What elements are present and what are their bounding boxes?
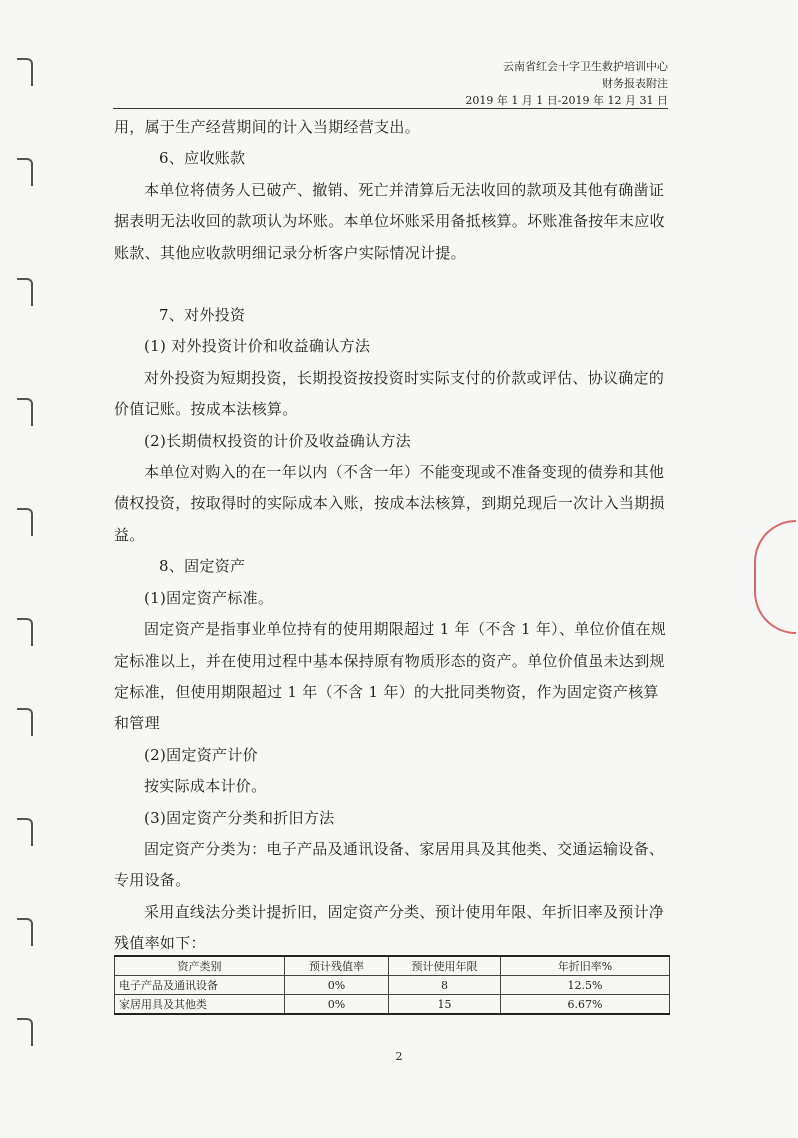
subsection-heading: (2)长期债权投资的计价及收益确认方法	[144, 431, 411, 450]
binding-hole-mark	[17, 1018, 33, 1046]
table-row	[115, 976, 670, 995]
subsection-heading: (1)固定资产标准。	[144, 588, 274, 607]
paragraph: 本单位对购入的在一年以内（不含一年）不能变现或不准备变现的债券和其他债权投资，按取得时的实际成本入账，按成本法核算，到期兑现后一次计入当期损益。	[114, 463, 665, 544]
table-cell: 8	[389, 976, 501, 995]
binding-hole-mark	[17, 58, 33, 86]
table-header-cell: 资产类别	[115, 956, 285, 976]
table-cell: 家居用具及其他类	[115, 995, 285, 1015]
table-header-row	[115, 956, 670, 976]
binding-hole-mark	[17, 278, 33, 306]
section-heading: 6、应收账款	[159, 149, 246, 168]
header-organization: 云南省红会十字卫生救护培训中心	[503, 60, 668, 73]
header-period: 2019 年 1 月 1 日-2019 年 12 月 31 日	[465, 94, 668, 107]
binding-hole-mark	[17, 158, 33, 186]
header-divider	[113, 108, 668, 109]
binding-hole-mark	[17, 918, 33, 946]
table-header-cell: 预计残值率	[285, 956, 389, 976]
page-header	[465, 58, 668, 109]
table-row	[115, 995, 670, 1015]
binding-hole-mark	[17, 618, 33, 646]
table-cell: 0%	[285, 995, 389, 1015]
paragraph: 按实际成本计价。	[144, 777, 267, 796]
table-header-cell: 年折旧率%	[501, 956, 670, 976]
table-header-cell: 预计使用年限	[389, 956, 501, 976]
binding-hole-mark	[17, 398, 33, 426]
table-cell: 6.67%	[501, 995, 670, 1015]
table-cell: 电子产品及通讯设备	[115, 976, 285, 995]
binding-hole-mark	[17, 708, 33, 736]
binding-hole-mark	[17, 508, 33, 536]
paragraph: 对外投资为短期投资，长期投资按投资时实际支付的价款或评估、协议确定的价值记账。按成本法核算。	[114, 368, 665, 419]
depreciation-table	[114, 955, 670, 1015]
paragraph: 本单位将债务人已破产、撤销、死亡并清算后无法收回的款项及其他有确凿证据表明无法收回的款项认为坏账。本单位坏账采用备抵核算。坏账准备按年末应收账款、其他应收款明细记录分析客户实际情况计提。	[114, 180, 665, 262]
paragraph: 固定资产是指事业单位持有的使用期限超过 1 年（不含 1 年）、单位价值在规定标准以上，并在使用过程中基本保持原有物质形态的资产。单位价值虽未达到规定标准，但使用期限超过 1 年（不含 1 年）的大批同类物资，作为固定资产核算和管理	[114, 620, 667, 733]
paragraph: 采用直线法分类计提折旧，固定资产分类、预计使用年限、年折旧率及预计净残值率如下：	[114, 902, 665, 953]
paragraph: 固定资产分类为：电子产品及通讯设备、家居用具及其他类、交通运输设备、专用设备。	[114, 839, 665, 890]
paragraph: 用，属于生产经营期间的计入当期经营支出。	[114, 118, 421, 136]
section-heading: 7、对外投资	[159, 306, 246, 325]
subsection-heading: (3)固定资产分类和折旧方法	[144, 808, 335, 827]
page-number: 2	[395, 1050, 403, 1063]
document-body	[114, 112, 674, 960]
subsection-heading: (2)固定资产计价	[144, 745, 258, 764]
red-seal-stamp	[754, 520, 796, 634]
table-cell: 0%	[285, 976, 389, 995]
subsection-heading: (1) 对外投资计价和收益确认方法	[144, 337, 371, 356]
header-document-title: 财务报表附注	[602, 77, 668, 90]
section-heading: 8、固定资产	[159, 557, 246, 576]
binding-hole-mark	[17, 818, 33, 846]
table-cell: 15	[389, 995, 501, 1015]
table-cell: 12.5%	[501, 976, 670, 995]
